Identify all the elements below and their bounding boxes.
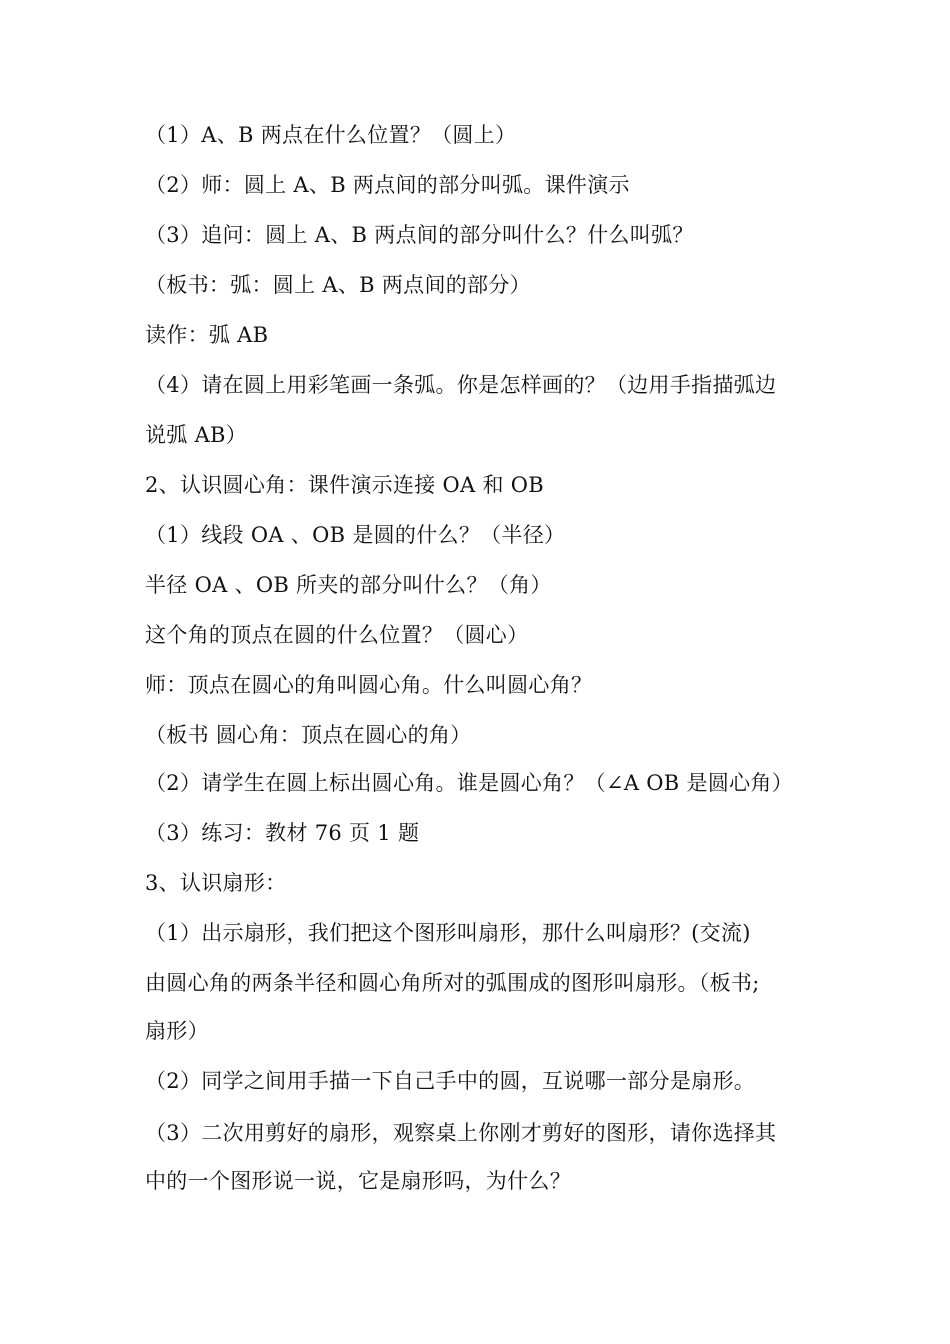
- text-line: （2）同学之间用手描一下自己手中的圆，互说哪一部分是扇形。: [145, 1069, 756, 1093]
- text-line: 说弧 AB）: [145, 423, 248, 447]
- text-line: （3）练习：教材 76 页 1 题: [145, 821, 420, 845]
- text-line: 中的一个图形说一说，它是扇形吗，为什么？: [145, 1169, 571, 1193]
- text-line: （3）二次用剪好的扇形，观察桌上你刚才剪好的图形，请你选择其: [145, 1121, 777, 1145]
- text-line: 扇形）: [145, 1019, 209, 1043]
- text-line: 2、认识圆心角：课件演示连接 OA 和 OB: [145, 473, 545, 497]
- text-line: 这个角的顶点在圆的什么位置？（圆心）: [145, 623, 529, 647]
- text-line: 读作：弧 AB: [145, 323, 269, 347]
- text-line: （4）请在圆上用彩笔画一条弧。你是怎样画的？（边用手指描弧边: [145, 373, 777, 397]
- text-line: （板书：弧：圆上 A、B 两点间的部分）: [145, 273, 531, 297]
- text-line: （2）师：圆上 A、B 两点间的部分叫弧。课件演示: [145, 173, 630, 197]
- text-line: 半径 OA 、OB 所夹的部分叫什么？（角）: [145, 573, 552, 597]
- text-line: （1）A、B 两点在什么位置？（圆上）: [145, 123, 517, 147]
- text-line: 师：顶点在圆心的角叫圆心角。什么叫圆心角？: [145, 673, 593, 697]
- text-line: （1）出示扇形，我们把这个图形叫扇形，那什么叫扇形？(交流): [145, 921, 751, 945]
- text-line: 由圆心角的两条半径和圆心角所对的弧围成的图形叫扇形。（板书;: [145, 971, 760, 995]
- text-line: （板书 圆心角：顶点在圆心的角）: [145, 723, 472, 747]
- text-line: （1）线段 OA 、OB 是圆的什么？（半径）: [145, 523, 566, 547]
- text-line: （2）请学生在圆上标出圆心角。谁是圆心角？（∠A OB 是圆心角）: [145, 771, 794, 795]
- text-line: 3、认识扇形：: [145, 871, 287, 895]
- text-line: （3）追问：圆上 A、B 两点间的部分叫什么？什么叫弧？: [145, 223, 694, 247]
